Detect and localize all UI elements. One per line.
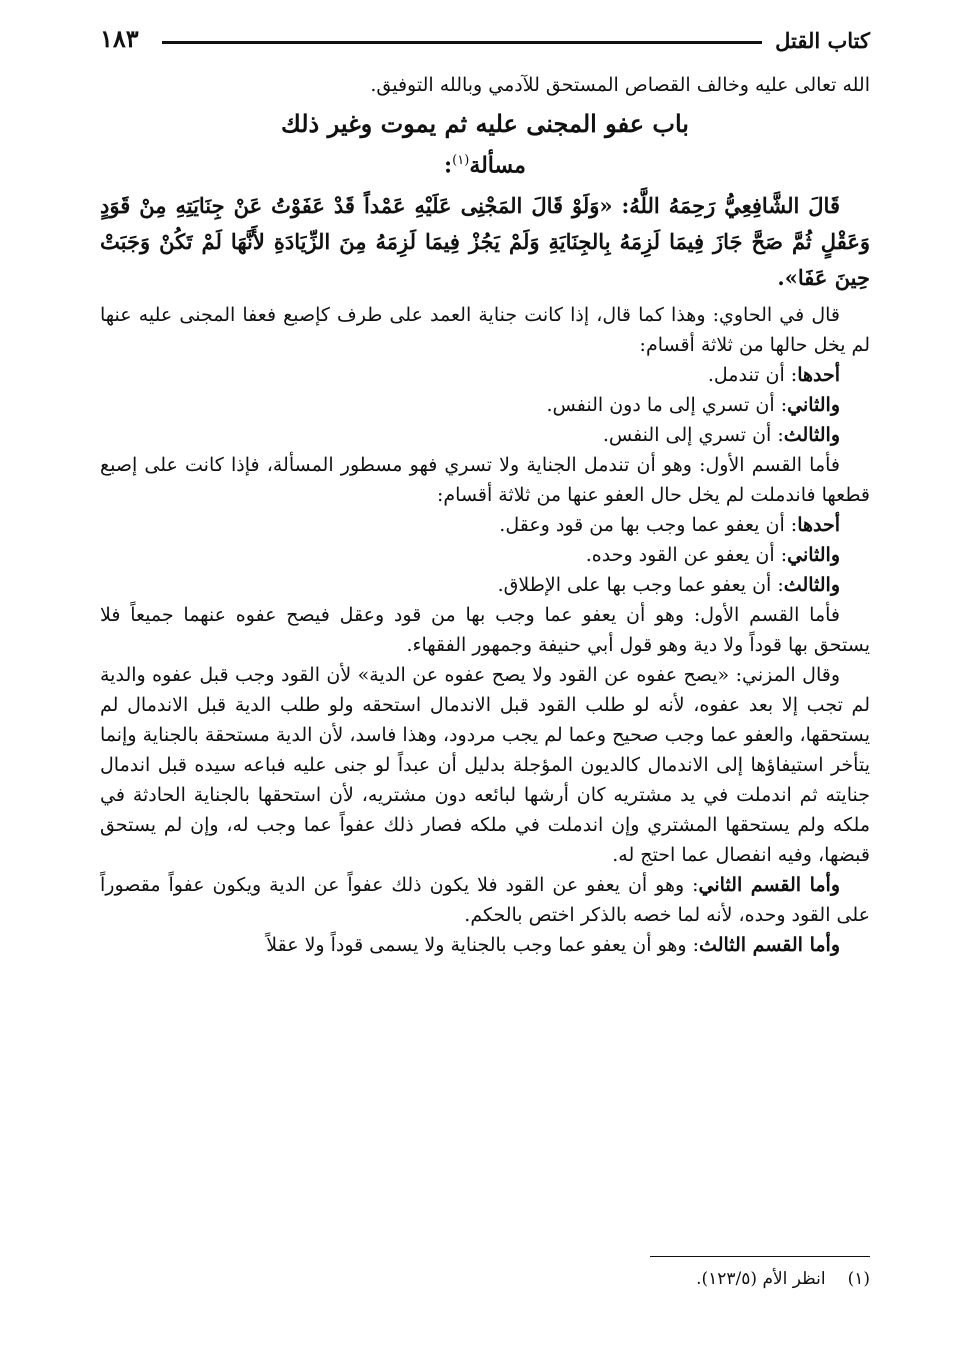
- list-item: [100, 540, 870, 570]
- masala-colon: :: [444, 152, 453, 179]
- chapter-heading: باب عفو المجنى عليه ثم يموت وغير ذلك: [281, 109, 689, 138]
- item-label: أحدها: [797, 364, 840, 387]
- paragraph-pardon-both: فأما القسم الأول: وهو أن يعفو عما وجب بها من قود وعقل فيصح عفوه عنهما جميعاً فلا يستحق بها قوداً ولا دية وهو قول أبي حنيفة وجمهور الفقهاء.: [100, 604, 870, 657]
- item-label: والثاني: [787, 394, 840, 417]
- item-label: أحدها: [797, 514, 840, 537]
- list-item: [100, 510, 870, 540]
- footnote: [100, 1266, 870, 1292]
- item-label: والثاني: [787, 544, 840, 567]
- paragraph-hawi: قال في الحاوي: وهذا كما قال، إذا كانت جناية العمد على طرف كإصبع فعفا المجنى عليه عنها لم يخل حالها من ثلاثة أقسام:: [100, 304, 870, 357]
- paragraph-muzani: وقال المزني: «يصح عفوه عن القود ولا يصح عفوه عن الدية» لأن القود وجب قبل عفوه والدية لم تجب إلا بعد عفوه، لأنه لو طلب القود قبل الاندمال استحقه ولو طلب الدية قبل الاندمال لم يستحقها، والعفو عما وجب صحيح وعما لم يجب مردود، وهذا فاسد، لأن الدية مستحقة بالجناية وإنما يتأخر استيفاؤها إلى الاندمال كالديون المؤجلة بدليل أن عبداً لو جنى عليه فباعه سيده قبل اندمال جنايته ثم اندملت في يد مشتريه كان أرشها لبائعه دون مشتريه، لأن استحقها بالجناية الحادثة في ملكه ولم يستحقها المشتري وإن اندملت في ملكه فصار ذلك عفواً عما وجب له، وإن لم يستحق قبضها، وفيه انفصال عما احتج له.: [100, 664, 870, 867]
- section-label: وأما القسم الثالث: [699, 934, 840, 957]
- list-item: [100, 570, 870, 600]
- footnote-ref: (١): [452, 153, 470, 168]
- paragraph-third-section: [100, 930, 870, 960]
- masala-heading: [100, 144, 870, 182]
- list-item: [100, 420, 870, 450]
- opening-line: الله تعالى عليه وخالف القصاص المستحق للآدمي وبالله التوفيق.: [370, 74, 870, 96]
- footnote-divider: [650, 1256, 870, 1257]
- list-item: [100, 390, 870, 420]
- paragraph-first-section: فأما القسم الأول: وهو أن تندمل الجناية ولا تسري فهو مسطور المسألة، فإذا كانت على إصبع قطعها فاندملت لم يخل حال العفو عنها من ثلاثة أقسام:: [100, 454, 870, 507]
- item-text: : أن تندمل.: [707, 364, 798, 387]
- item-text: : أن يعفو عما وجب بها من قود وعقل.: [499, 514, 798, 537]
- page-number: ١٨٣: [100, 24, 139, 53]
- list-item: [100, 360, 870, 390]
- main-text: [100, 70, 870, 960]
- running-header: [100, 22, 870, 58]
- header-rule: [162, 41, 762, 44]
- item-label: والثالث: [783, 574, 840, 597]
- footnote-text: انظر الأم (١٢٣/٥).: [696, 1269, 826, 1289]
- section-label: وأما القسم الثاني: [698, 874, 840, 897]
- section-text: : وهو أن يعفو عن القود فلا يكون ذلك عفواً عن الدية ويكون عفواً مقصوراً على القود وحده، لأنه لما خصه بالذكر اختص بالحكم.: [100, 874, 870, 927]
- shafii-quote: قَالَ الشَّافِعِيُّ رَحِمَهُ اللَّهُ: «وَلَوْ قَالَ المَجْنِى عَلَيْهِ عَمْداً قَدْ عَفَوْتُ عَنْ جِنَايَتِهِ مِنْ قَوَدٍ وَعَقْلٍ ثُمَّ صَحَّ جَازَ فِيمَا لَزِمَهُ بِالجِنَايَةِ وَلَمْ يَجُزْ فِيمَا لَزِمَهُ مِنَ الزِّيَادَةِ لأَنَّهَا لَمْ تَكُنْ وَجَبَتْ حِينَ عَفَا».: [100, 193, 870, 291]
- section-text: : وهو أن يعفو عما وجب بالجناية ولا يسمى قوداً ولا عقلاً: [266, 934, 700, 957]
- book-title: كتاب القتل: [775, 28, 870, 53]
- item-text: : أن تسري إلى ما دون النفس.: [546, 394, 788, 417]
- footnote-number: (١): [847, 1269, 870, 1289]
- item-label: والثالث: [783, 424, 840, 447]
- item-text: : أن تسري إلى النفس.: [602, 424, 784, 447]
- paragraph-second-section: [100, 870, 870, 930]
- item-text: : أن يعفو عما وجب بها على الإطلاق.: [497, 574, 784, 597]
- item-text: : أن يعفو عن القود وحده.: [585, 544, 788, 567]
- masala-label: مسألة: [469, 152, 526, 179]
